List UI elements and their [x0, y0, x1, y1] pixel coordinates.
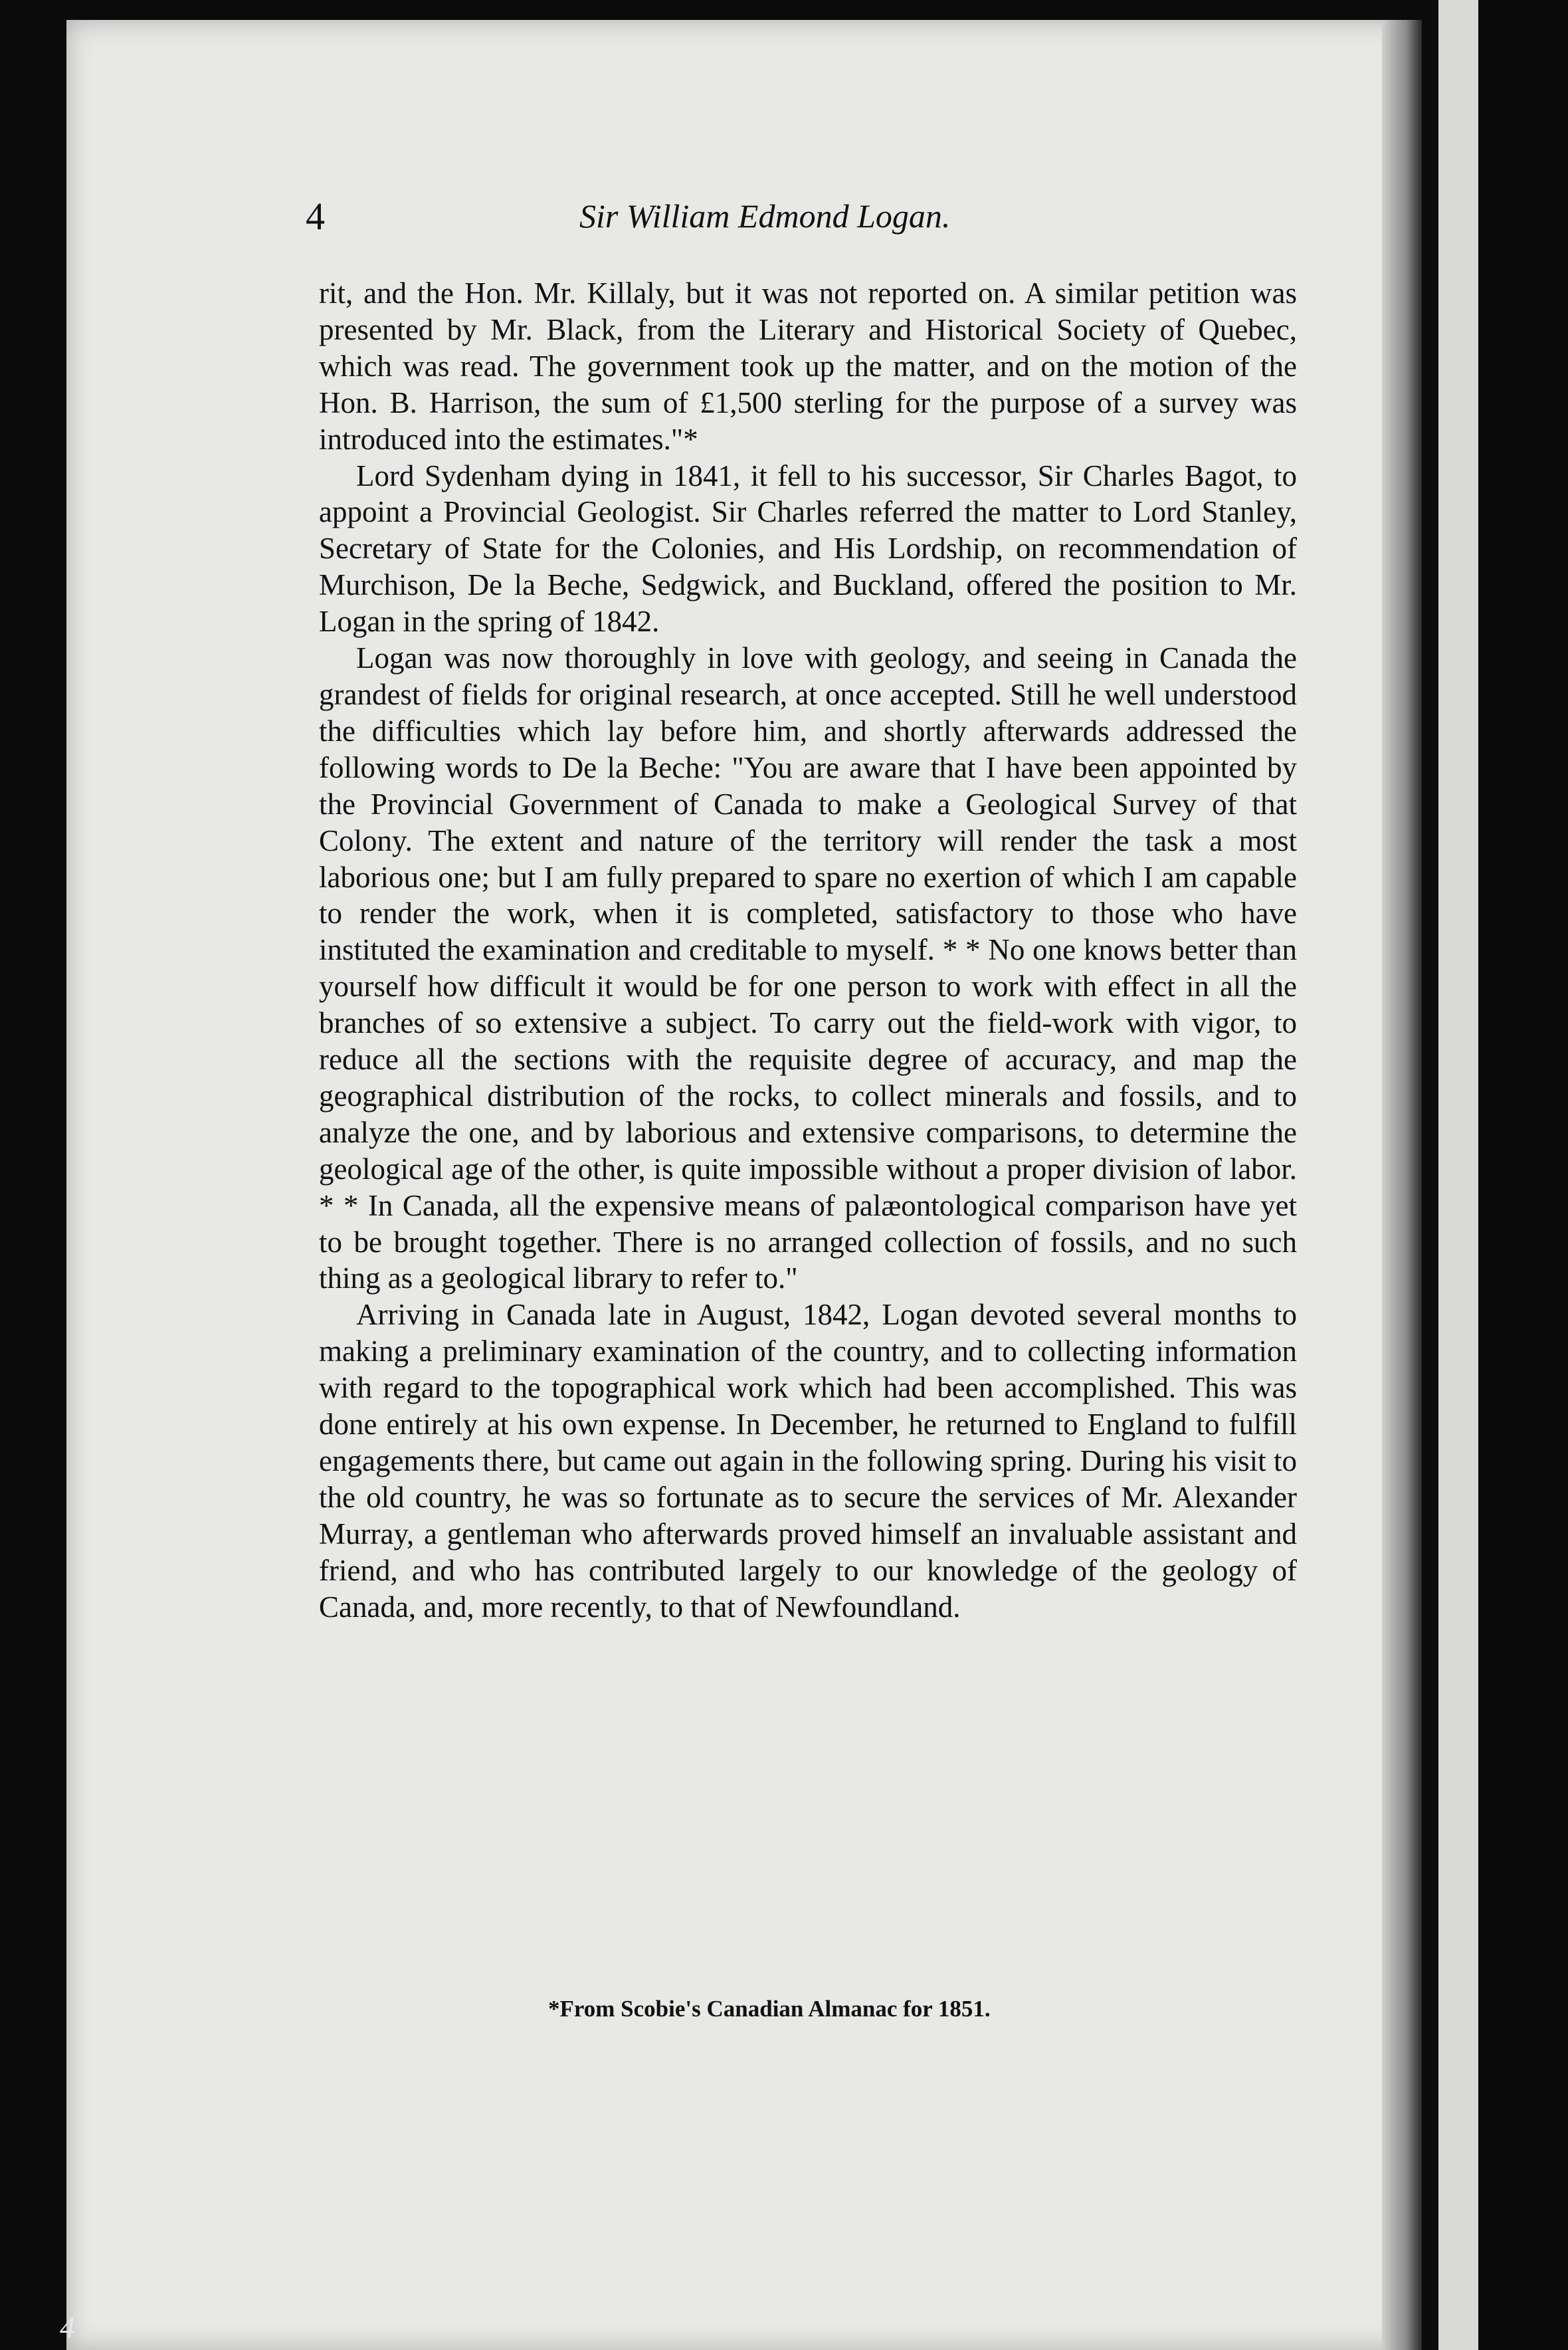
paragraph-3: Logan was now thoroughly in love with geology, and seeing in Canada the grandest of fields for original research, at once accepted. Still he well understood the difficulties which lay before him, and shortly afterwards addressed the following words to De la Beche: "You are aware that I have been appointed by the Provincial Government of Canada to make a Geological Survey of that Colony. The extent and nature of the territory will render the task a most laborious one; but I am fully prepared to spare no exertion of which I am capable to render the work, when it is completed, satisfactory to those who have instituted the examination and creditable to myself. * * No one knows better than yourself how difficult it would be for one person to work with effect in all the branches of so extensive a subject. To carry out the field-work with vigor, to reduce all the sections with the requisite degree of accuracy, and map the geographical distribution of the rocks, to collect minerals and fossils, and to analyze the one, and by laborious and extensive comparisons, to determine the geological age of the other, is quite impossible without a proper division of labor. * * In Canada, all the expensive means of palæontological comparison have yet to be brought together. There is no arranged collection of fossils, and no such thing as a geological library to refer to."	[319, 641, 1297, 1295]
page-edge-shadow	[1382, 20, 1422, 2350]
corner-page-mark: 4	[60, 2310, 75, 2344]
paragraph-2: Lord Sydenham dying in 1841, it fell to his successor, Sir Charles Bagot, to appoint a Provincial Geologist. Sir Charles referred the matter to Lord Stanley, Secretary of State for the Colonies, and His Lordship, on recommendation of Murchison, De la Beche, Sedgwick, and Buckland, offered the position to Mr. Logan in the spring of 1842.	[319, 459, 1297, 639]
paragraph-4: Arriving in Canada late in August, 1842, Logan devoted several months to making a preliminary examination of the country, and to collecting information with regard to the topographical work which had been accomplished. This was done entirely at his own expense. In December, he returned to England to fulfill engagements there, but came out again in the following spring. During his visit to the old country, he was so fortunate as to secure the services of Mr. Alexander Murray, a gentleman who afterwards proved himself an invaluable assistant and friend, and who has contributed largely to our knowledge of the geology of Canada, and, more recently, to that of Newfoundland.	[319, 1298, 1297, 1624]
paragraph-1: rit, and the Hon. Mr. Killaly, but it was not reported on. A similar petition was presented by Mr. Black, from the Literary and Historical Society of Quebec, which was read. The government took up the matter, and on the motion of the Hon. B. Harrison, the sum of £1,500 sterling for the purpose of a survey was introduced into the estimates."*	[319, 276, 1297, 456]
adjacent-page-edge	[1438, 0, 1478, 2350]
running-head	[306, 194, 1036, 247]
body-text	[319, 275, 1297, 1626]
footnote: *From Scobie's Canadian Almanac for 1851.	[548, 1996, 991, 2022]
page-number: 4	[306, 195, 325, 238]
running-title: Sir William Edmond Logan.	[579, 197, 951, 235]
book-spine-shadow	[1478, 0, 1568, 2350]
